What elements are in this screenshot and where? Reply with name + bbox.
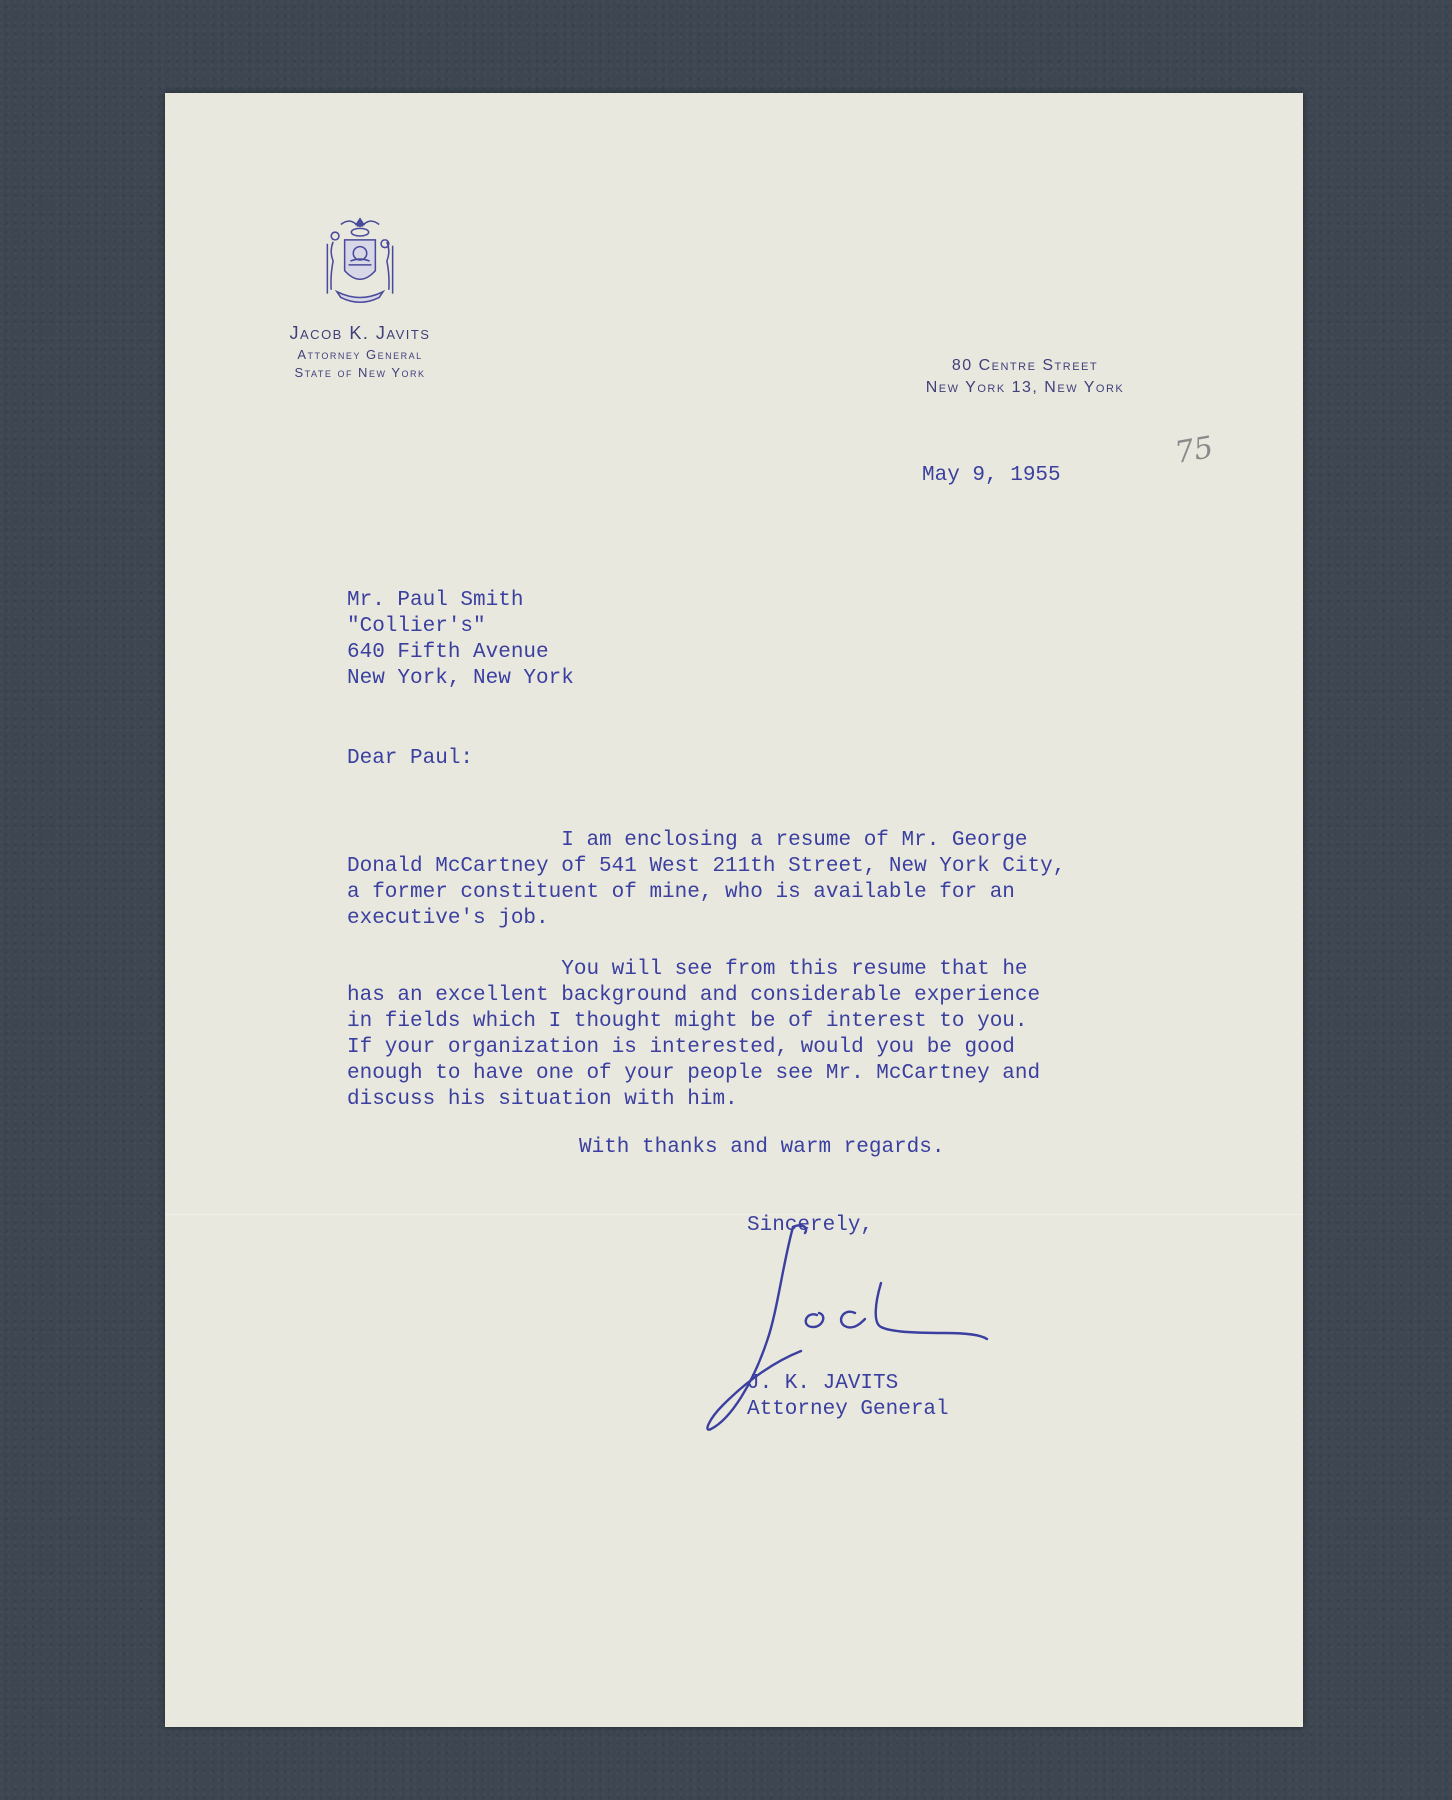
new-york-state-seal-icon (312, 213, 408, 309)
letterhead-city: New York 13, New York (925, 379, 1125, 396)
letterhead-state: State of New York (294, 365, 426, 380)
signature-block (747, 1371, 949, 1423)
paragraph-1-text: I am enclosing a resume of Mr. George Donald McCartney of 541 West 211th Street, New York City, a former constituent of mine, who is available for an executive's job. (347, 829, 1066, 930)
letterhead-address (900, 355, 1150, 399)
paragraph-2-text: You will see from this resume that he has an excellent background and considerable experience in fields which I thought might be of interest to you. If your organization is interested, would you be good enough to have one of your people see Mr. McCartney and discuss his situation with him. (347, 958, 1041, 1111)
signer-name: J. K. JAVITS (747, 1372, 899, 1395)
letterhead-street: 80 Centre Street (951, 357, 1099, 374)
valediction: Sincerely, (747, 1214, 874, 1237)
letterhead-title: Attorney General (297, 347, 423, 362)
fold-line (165, 1214, 1303, 1215)
signer-title: Attorney General (747, 1398, 949, 1421)
recipient-company: "Collier's" (347, 615, 486, 638)
letterhead-left (265, 213, 455, 383)
body-paragraph-2 (347, 957, 1040, 1113)
recipient-city: New York, New York (347, 667, 574, 690)
recipient-name: Mr. Paul Smith (347, 589, 524, 612)
paragraph-indent (347, 829, 561, 852)
paragraph-indent (347, 958, 561, 981)
letter-sheet (165, 93, 1303, 1727)
recipient-street: 640 Fifth Avenue (347, 641, 549, 664)
margin-note: 75 (1172, 429, 1216, 472)
recipient-address (347, 588, 574, 692)
salutation: Dear Paul: (347, 747, 474, 770)
body-paragraph-1 (347, 828, 1065, 932)
letter-date: May 9, 1955 (922, 464, 1061, 487)
closing-remark: With thanks and warm regards. (579, 1136, 945, 1159)
letterhead-name: Jacob K. Javits (289, 323, 431, 343)
